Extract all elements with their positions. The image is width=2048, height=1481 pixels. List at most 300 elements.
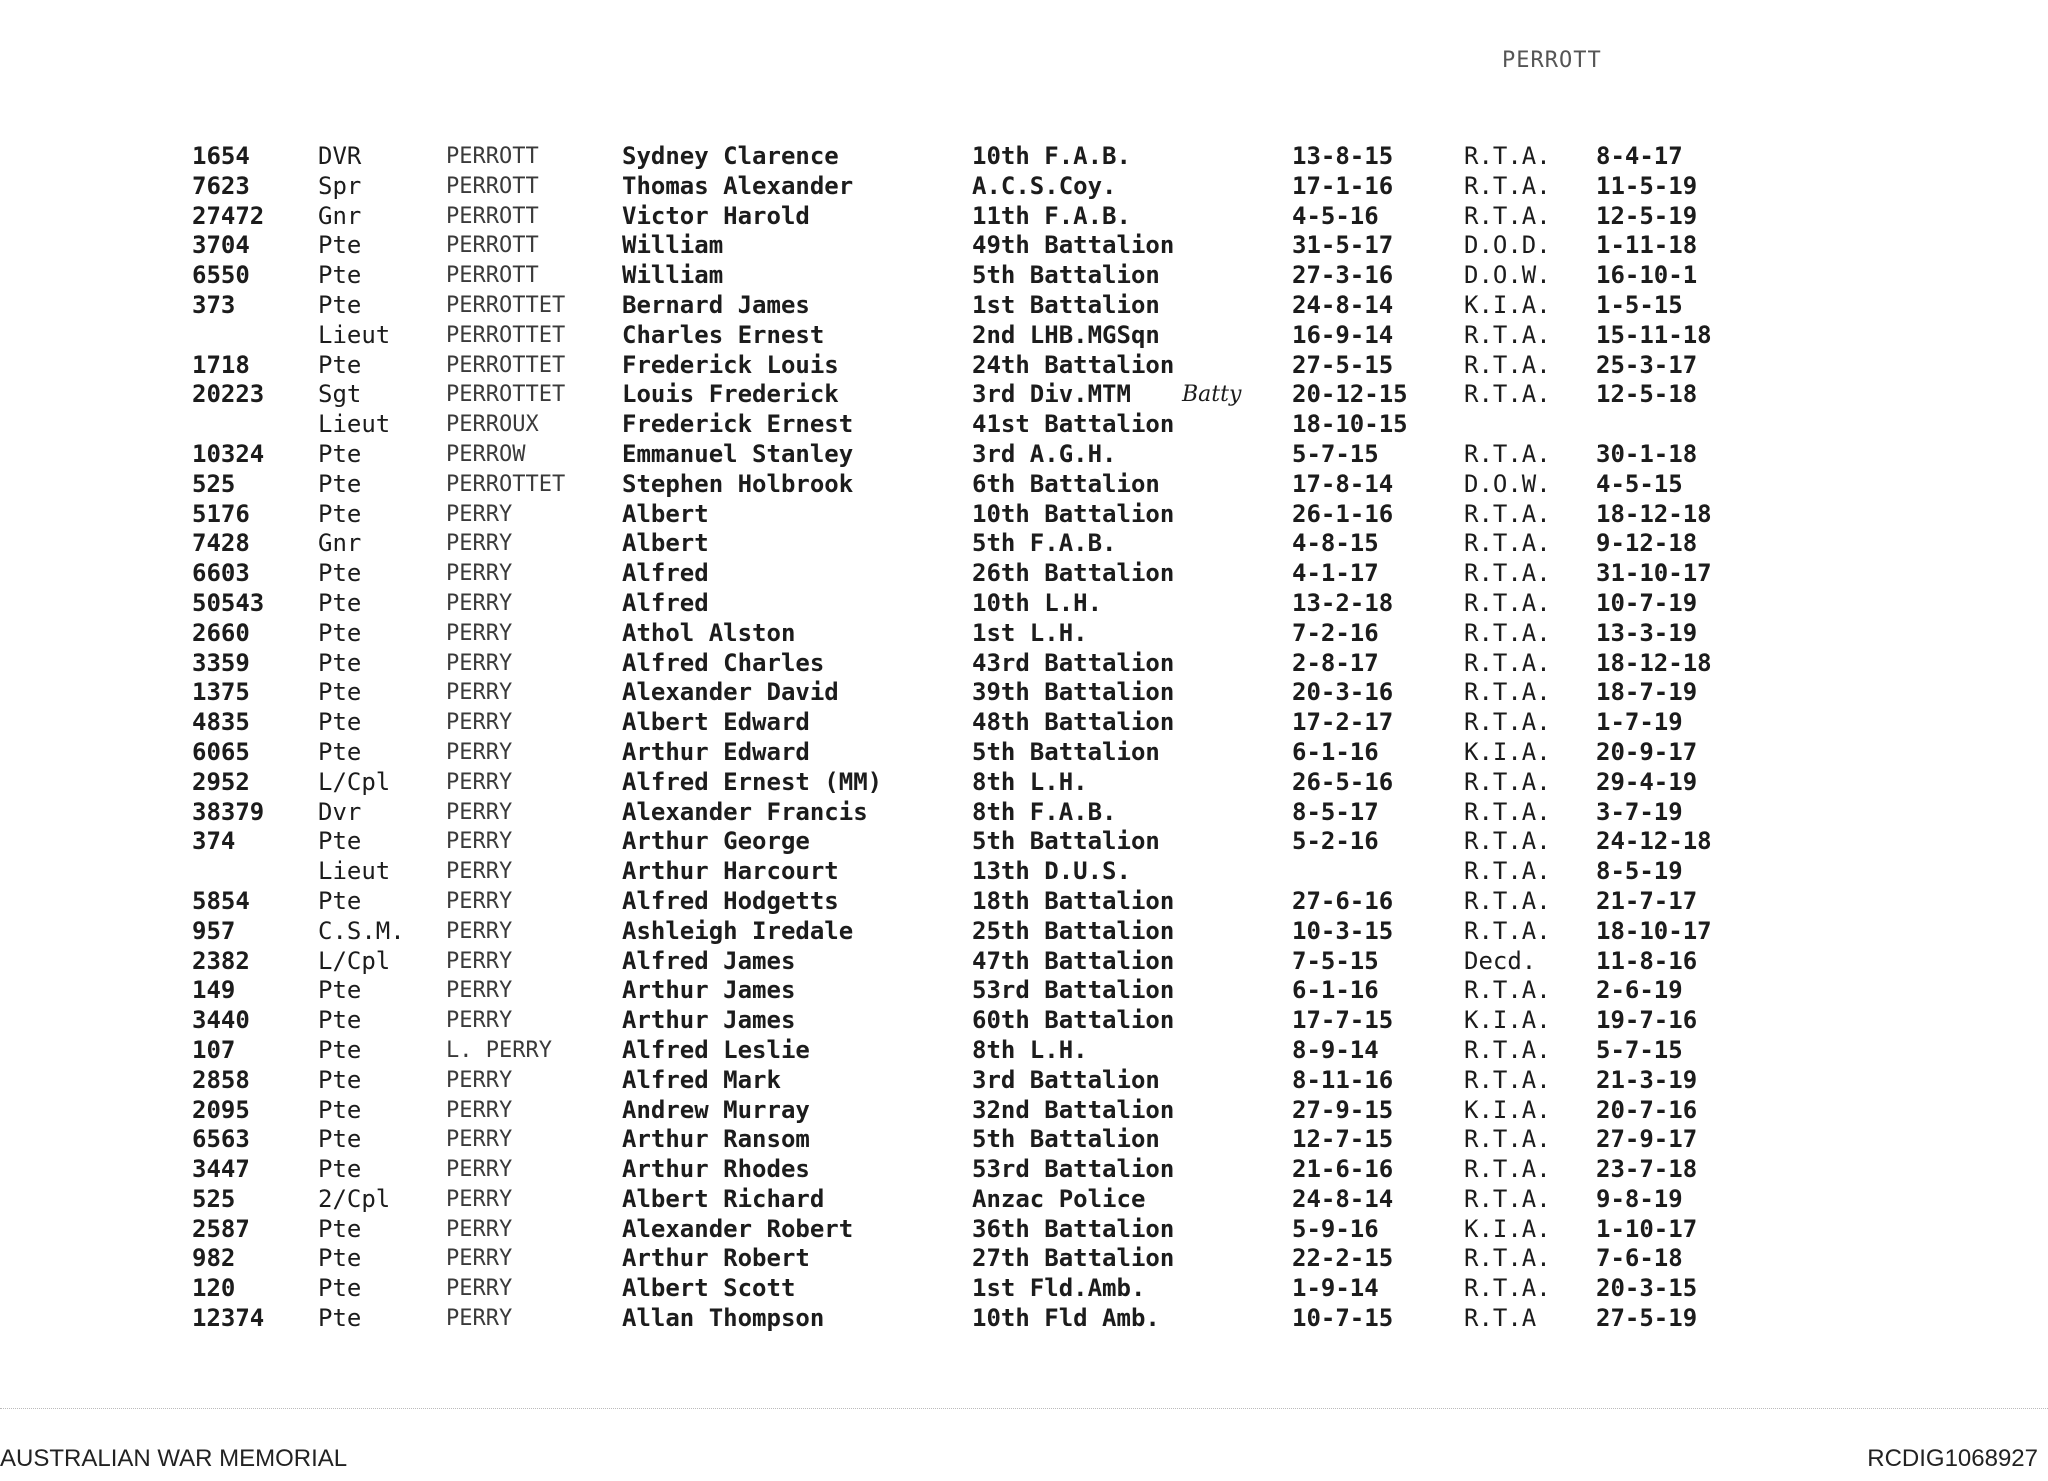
handwritten-unit-note: Batty: [1182, 382, 1242, 408]
table-row: [192, 887, 1752, 917]
enlistment-date: 17-8-14: [1292, 469, 1394, 498]
table-row: [192, 380, 1752, 410]
table-row: [192, 500, 1752, 530]
enlistment-date: 27-3-16: [1292, 261, 1394, 290]
enlistment-date: 27-9-15: [1292, 1095, 1394, 1124]
service-number: 6603: [192, 559, 250, 588]
service-number: 2660: [192, 618, 250, 647]
fate: R.T.A.: [1464, 976, 1551, 1005]
fate: R.T.A.: [1464, 618, 1551, 647]
fate-date: 24-12-18: [1596, 827, 1712, 856]
fate-date: 7-6-18: [1596, 1244, 1683, 1273]
given-names: Alfred Hodgetts: [622, 886, 839, 915]
rank: Pte: [318, 648, 362, 677]
fate-date: 9-8-19: [1596, 1184, 1683, 1213]
unit: 1st L.H.: [972, 618, 1088, 647]
given-names: Alfred Leslie: [622, 1035, 810, 1064]
unit: 53rd Battalion: [972, 1155, 1175, 1184]
surname: PERROUX: [446, 412, 539, 438]
fate-date: 18-12-18: [1596, 648, 1712, 677]
given-names: Arthur Edward: [622, 737, 810, 766]
fate: R.T.A.: [1464, 142, 1551, 170]
rank: Gnr: [318, 529, 362, 558]
fate-date: 8-5-19: [1596, 857, 1683, 886]
surname: PERRY: [446, 769, 513, 795]
fate: D.O.W.: [1464, 261, 1551, 290]
fate: R.T.A.: [1464, 767, 1551, 796]
fate: K.I.A.: [1464, 737, 1551, 766]
given-names: Stephen Holbrook: [622, 469, 854, 498]
given-names: Alfred Mark: [622, 1065, 781, 1094]
service-number: 38379: [192, 797, 265, 826]
rank: Pte: [318, 350, 362, 379]
surname: PERROTT: [446, 144, 539, 169]
fate-date: 27-9-17: [1596, 1125, 1698, 1154]
service-number: 2952: [192, 767, 250, 796]
surname: PERRY: [446, 1306, 513, 1332]
table-row: [192, 321, 1752, 351]
given-names: Arthur Ransom: [622, 1125, 810, 1154]
unit: Anzac Police: [972, 1184, 1146, 1213]
fate: R.T.A.: [1464, 916, 1551, 945]
service-number: 982: [192, 1244, 236, 1273]
enlistment-date: 10-3-15: [1292, 916, 1394, 945]
enlistment-date: 26-1-16: [1292, 499, 1394, 528]
fate-date: 29-4-19: [1596, 767, 1698, 796]
rank: Lieut: [318, 857, 391, 886]
surname: PERRY: [446, 739, 513, 765]
unit: 49th Battalion: [972, 231, 1175, 260]
fate-date: 16-10-1: [1596, 261, 1698, 290]
surname: PERROTT: [446, 233, 539, 259]
fate: R.T.A.: [1464, 1184, 1551, 1213]
rank: Pte: [318, 708, 362, 737]
given-names: Alexander Francis: [622, 797, 868, 826]
fate-date: 8-4-17: [1596, 142, 1683, 170]
enlistment-date: 7-2-16: [1292, 618, 1379, 647]
fate: R.T.A.: [1464, 1274, 1551, 1303]
rank: Pte: [318, 737, 362, 766]
rank: 2/Cpl: [318, 1184, 391, 1213]
table-row: [192, 708, 1752, 738]
fate: R.T.A.: [1464, 529, 1551, 558]
table-row: [192, 798, 1752, 828]
service-number: 3359: [192, 648, 250, 677]
fate-date: 15-11-18: [1596, 320, 1712, 349]
enlistment-date: 31-5-17: [1292, 231, 1394, 260]
fate: R.T.A.: [1464, 439, 1551, 468]
rank: Lieut: [318, 320, 391, 349]
rank: Pte: [318, 499, 362, 528]
fate: R.T.A.: [1464, 559, 1551, 588]
table-row: [192, 172, 1752, 202]
fate: R.T.A: [1464, 1304, 1537, 1333]
unit: 3rd Battalion: [972, 1065, 1160, 1094]
unit: 25th Battalion: [972, 916, 1175, 945]
given-names: Alfred James: [622, 946, 796, 975]
fate-date: 18-12-18: [1596, 499, 1712, 528]
enlistment-date: 4-1-17: [1292, 559, 1379, 588]
surname: PERRY: [446, 620, 513, 646]
surname: PERRY: [446, 561, 513, 587]
fate-date: 21-3-19: [1596, 1065, 1698, 1094]
enlistment-date: 17-7-15: [1292, 1006, 1394, 1035]
unit: 43rd Battalion: [972, 648, 1175, 677]
surname: PERROTTET: [446, 292, 566, 318]
enlistment-date: 13-8-15: [1292, 142, 1394, 170]
footer-archive-name: AUSTRALIAN WAR MEMORIAL: [0, 1445, 348, 1472]
enlistment-date: 2-8-17: [1292, 648, 1379, 677]
service-number: 50543: [192, 588, 265, 617]
rank: Pte: [318, 1095, 362, 1124]
fate-date: 27-5-19: [1596, 1304, 1698, 1333]
rank: Pte: [318, 618, 362, 647]
service-number: 7623: [192, 171, 250, 200]
service-number: 5854: [192, 886, 250, 915]
surname: PERRY: [446, 829, 513, 855]
surname: PERRY: [446, 799, 513, 825]
service-number: 2587: [192, 1214, 250, 1243]
rank: Pte: [318, 1155, 362, 1184]
enlistment-date: 20-3-16: [1292, 678, 1394, 707]
unit: 10th L.H.: [972, 588, 1103, 617]
surname: PERRY: [446, 710, 513, 736]
rank: Pte: [318, 290, 362, 319]
fate-date: 23-7-18: [1596, 1155, 1698, 1184]
fate: R.T.A.: [1464, 678, 1551, 707]
table-row: [192, 1036, 1752, 1066]
given-names: Ashleigh Iredale: [622, 916, 854, 945]
fate-date: 25-3-17: [1596, 350, 1698, 379]
unit: 5th Battalion: [972, 827, 1160, 856]
surname: PERRY: [446, 501, 513, 527]
fate-date: 1-11-18: [1596, 231, 1698, 260]
enlistment-date: 12-7-15: [1292, 1125, 1394, 1154]
fate-date: 20-3-15: [1596, 1274, 1698, 1303]
nominal-roll-list: [192, 142, 1752, 1334]
table-row: [192, 738, 1752, 768]
service-number: 149: [192, 976, 236, 1005]
enlistment-date: 17-2-17: [1292, 708, 1394, 737]
surname: PERROTT: [446, 263, 539, 289]
unit: 13th D.U.S.: [972, 857, 1131, 886]
enlistment-date: 16-9-14: [1292, 320, 1394, 349]
given-names: Athol Alston: [622, 618, 796, 647]
fate: R.T.A.: [1464, 171, 1551, 200]
fate: D.O.D.: [1464, 231, 1551, 260]
given-names: Charles Ernest: [622, 320, 825, 349]
table-row: [192, 768, 1752, 798]
enlistment-date: 7-5-15: [1292, 946, 1379, 975]
enlistment-date: 6-1-16: [1292, 976, 1379, 1005]
enlistment-date: 27-5-15: [1292, 350, 1394, 379]
table-row: [192, 1274, 1752, 1304]
fate: R.T.A.: [1464, 380, 1551, 409]
rank: Pte: [318, 1125, 362, 1154]
rank: Dvr: [318, 797, 362, 826]
rank: DVR: [318, 142, 362, 170]
fate: Decd.: [1464, 946, 1537, 975]
given-names: Emmanuel Stanley: [622, 439, 854, 468]
unit: 48th Battalion: [972, 708, 1175, 737]
service-number: 1718: [192, 350, 250, 379]
surname: PERRY: [446, 1127, 513, 1153]
fate-date: 10-7-19: [1596, 588, 1698, 617]
fate: K.I.A.: [1464, 1214, 1551, 1243]
rank: Pte: [318, 261, 362, 290]
unit: 11th F.A.B.: [972, 201, 1131, 230]
rank: Lieut: [318, 410, 391, 439]
fate-date: 2-6-19: [1596, 976, 1683, 1005]
given-names: William: [622, 261, 724, 290]
surname: PERRY: [446, 918, 513, 944]
rank: Pte: [318, 559, 362, 588]
given-names: Allan Thompson: [622, 1304, 825, 1333]
table-row: [192, 1185, 1752, 1215]
fate-date: 11-8-16: [1596, 946, 1698, 975]
service-number: 2858: [192, 1065, 250, 1094]
service-number: 5176: [192, 499, 250, 528]
table-row: [192, 1125, 1752, 1155]
service-number: 7428: [192, 529, 250, 558]
fate: R.T.A.: [1464, 797, 1551, 826]
fate: R.T.A.: [1464, 588, 1551, 617]
fate: R.T.A.: [1464, 857, 1551, 886]
rank: Sgt: [318, 380, 362, 409]
enlistment-date: 13-2-18: [1292, 588, 1394, 617]
given-names: Frederick Ernest: [622, 410, 854, 439]
fate-date: 31-10-17: [1596, 559, 1712, 588]
fate-date: 11-5-19: [1596, 171, 1698, 200]
fate: R.T.A.: [1464, 708, 1551, 737]
table-row: [192, 1066, 1752, 1096]
rank: Pte: [318, 678, 362, 707]
table-row: [192, 917, 1752, 947]
table-row: [192, 1096, 1752, 1126]
surname: PERRY: [446, 859, 513, 885]
rank: Pte: [318, 588, 362, 617]
table-row: [192, 559, 1752, 589]
rank: L/Cpl: [318, 946, 391, 975]
fate: R.T.A.: [1464, 350, 1551, 379]
enlistment-date: 26-5-16: [1292, 767, 1394, 796]
fate: R.T.A.: [1464, 1125, 1551, 1154]
fate: R.T.A.: [1464, 827, 1551, 856]
service-number: 6065: [192, 737, 250, 766]
service-number: 27472: [192, 201, 265, 230]
surname: PERRY: [446, 978, 513, 1004]
fate: R.T.A.: [1464, 886, 1551, 915]
table-row: [192, 470, 1752, 500]
fate-date: 21-7-17: [1596, 886, 1698, 915]
fate-date: 18-10-17: [1596, 916, 1712, 945]
enlistment-date: 5-2-16: [1292, 827, 1379, 856]
surname: PERROTTET: [446, 471, 566, 497]
given-names: Albert Scott: [622, 1274, 796, 1303]
service-number: 2095: [192, 1095, 250, 1124]
rank: Pte: [318, 1065, 362, 1094]
service-number: 12374: [192, 1304, 265, 1333]
enlistment-date: 24-8-14: [1292, 290, 1394, 319]
given-names: Albert Edward: [622, 708, 810, 737]
fate: R.T.A.: [1464, 1244, 1551, 1273]
service-number: 1375: [192, 678, 250, 707]
rank: Pte: [318, 231, 362, 260]
service-number: 3440: [192, 1006, 250, 1035]
table-row: [192, 231, 1752, 261]
given-names: Alexander David: [622, 678, 839, 707]
enlistment-date: 22-2-15: [1292, 1244, 1394, 1273]
fate-date: 12-5-18: [1596, 380, 1698, 409]
fate-date: 9-12-18: [1596, 529, 1698, 558]
surname: PERROW: [446, 441, 526, 467]
surname: PERRY: [446, 1008, 513, 1034]
rank: Pte: [318, 439, 362, 468]
surname: PERRY: [446, 1246, 513, 1272]
enlistment-date: 20-12-15: [1292, 380, 1408, 409]
unit: 5th F.A.B.: [972, 529, 1117, 558]
fate: K.I.A.: [1464, 1006, 1551, 1035]
surname: PERRY: [446, 531, 513, 557]
unit: 5th Battalion: [972, 261, 1160, 290]
given-names: Andrew Murray: [622, 1095, 810, 1124]
fate: R.T.A.: [1464, 1035, 1551, 1064]
unit: 60th Battalion: [972, 1006, 1175, 1035]
enlistment-date: 4-5-16: [1292, 201, 1379, 230]
unit: 1st Battalion: [972, 290, 1160, 319]
unit: 53rd Battalion: [972, 976, 1175, 1005]
service-number: 374: [192, 827, 236, 856]
fate-date: 1-5-15: [1596, 290, 1683, 319]
surname: PERROTTET: [446, 352, 566, 378]
surname: PERRY: [446, 650, 513, 676]
unit: 26th Battalion: [972, 559, 1175, 588]
enlistment-date: 4-8-15: [1292, 529, 1379, 558]
fate: R.T.A.: [1464, 320, 1551, 349]
unit: 5th Battalion: [972, 737, 1160, 766]
fate-date: 18-7-19: [1596, 678, 1698, 707]
surname: PERROTT: [446, 203, 539, 229]
fate-date: 19-7-16: [1596, 1006, 1698, 1035]
unit: 47th Battalion: [972, 946, 1175, 975]
unit: 24th Battalion: [972, 350, 1175, 379]
unit: 32nd Battalion: [972, 1095, 1175, 1124]
table-row: [192, 976, 1752, 1006]
table-row: [192, 142, 1752, 172]
enlistment-date: 6-1-16: [1292, 737, 1379, 766]
rank: Pte: [318, 1304, 362, 1333]
given-names: Alfred Charles: [622, 648, 825, 677]
table-row: [192, 1155, 1752, 1185]
table-row: [192, 649, 1752, 679]
table-row: [192, 291, 1752, 321]
given-names: Arthur Rhodes: [622, 1155, 810, 1184]
enlistment-date: 8-9-14: [1292, 1035, 1379, 1064]
rank: Pte: [318, 1006, 362, 1035]
unit: 10th F.A.B.: [972, 142, 1131, 170]
unit: A.C.S.Coy.: [972, 171, 1117, 200]
surname: PERRY: [446, 888, 513, 914]
given-names: Bernard James: [622, 290, 810, 319]
table-row: [192, 202, 1752, 232]
fate-date: 4-5-15: [1596, 469, 1683, 498]
fate-date: 13-3-19: [1596, 618, 1698, 647]
surname: L. PERRY: [446, 1037, 552, 1063]
surname: PERRY: [446, 1097, 513, 1123]
page-header-surname: PERROTT: [1502, 48, 1602, 73]
service-number: 373: [192, 290, 236, 319]
given-names: Alfred: [622, 559, 709, 588]
fate-date: 3-7-19: [1596, 797, 1683, 826]
rank: Pte: [318, 886, 362, 915]
unit: 8th L.H.: [972, 1035, 1088, 1064]
fate: R.T.A.: [1464, 1065, 1551, 1094]
enlistment-date: 5-7-15: [1292, 439, 1379, 468]
service-number: 6550: [192, 261, 250, 290]
service-number: 120: [192, 1274, 236, 1303]
table-row: [192, 857, 1752, 887]
table-row: [192, 619, 1752, 649]
enlistment-date: 8-11-16: [1292, 1065, 1394, 1094]
table-row: [192, 261, 1752, 291]
enlistment-date: 24-8-14: [1292, 1184, 1394, 1213]
fate-date: 30-1-18: [1596, 439, 1698, 468]
unit: 10th Fld Amb.: [972, 1304, 1160, 1333]
given-names: Albert Richard: [622, 1184, 825, 1213]
unit: 27th Battalion: [972, 1244, 1175, 1273]
given-names: Alfred: [622, 588, 709, 617]
given-names: Frederick Louis: [622, 350, 839, 379]
unit: 39th Battalion: [972, 678, 1175, 707]
enlistment-date: 27-6-16: [1292, 886, 1394, 915]
fate-date: 1-10-17: [1596, 1214, 1698, 1243]
fate: R.T.A.: [1464, 1155, 1551, 1184]
fate-date: 5-7-15: [1596, 1035, 1683, 1064]
given-names: Arthur James: [622, 1006, 796, 1035]
unit: 8th L.H.: [972, 767, 1088, 796]
service-number: 1654: [192, 142, 250, 170]
surname: PERRY: [446, 948, 513, 974]
table-row: [192, 947, 1752, 977]
fate-date: 20-7-16: [1596, 1095, 1698, 1124]
service-number: 10324: [192, 439, 265, 468]
service-number: 525: [192, 1184, 236, 1213]
rank: Spr: [318, 171, 362, 200]
given-names: Albert: [622, 499, 709, 528]
rank: Pte: [318, 1035, 362, 1064]
given-names: Arthur George: [622, 827, 810, 856]
fate: K.I.A.: [1464, 1095, 1551, 1124]
unit: 41st Battalion: [972, 410, 1175, 439]
service-number: 2382: [192, 946, 250, 975]
table-row: [192, 589, 1752, 619]
rank: Pte: [318, 1274, 362, 1303]
fate-date: 12-5-19: [1596, 201, 1698, 230]
surname: PERRY: [446, 680, 513, 706]
given-names: Arthur James: [622, 976, 796, 1005]
surname: PERROTTET: [446, 322, 566, 348]
unit: 2nd LHB.MGSqn: [972, 320, 1160, 349]
unit: 8th F.A.B.: [972, 797, 1117, 826]
surname: PERRY: [446, 1067, 513, 1093]
service-number: 4835: [192, 708, 250, 737]
enlistment-date: 21-6-16: [1292, 1155, 1394, 1184]
unit: 10th Battalion: [972, 499, 1175, 528]
rank: Pte: [318, 469, 362, 498]
surname: PERRY: [446, 1157, 513, 1183]
fate-date: 1-7-19: [1596, 708, 1683, 737]
unit: 18th Battalion: [972, 886, 1175, 915]
